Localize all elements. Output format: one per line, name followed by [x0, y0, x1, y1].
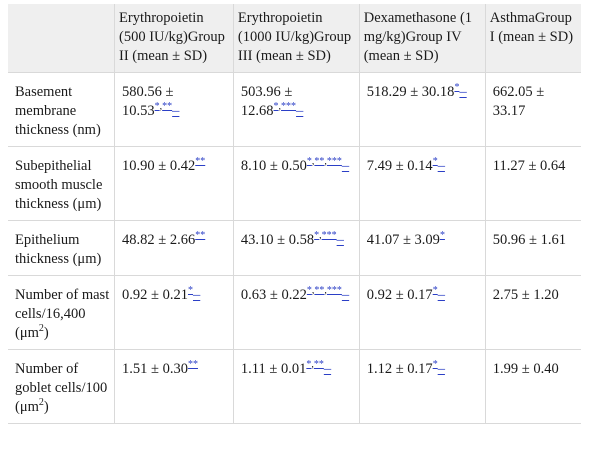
footnote-dash: – — [323, 361, 332, 377]
footnote-link[interactable]: * — [454, 82, 460, 94]
data-cell — [359, 350, 485, 424]
table-body — [8, 73, 581, 424]
footnote-dash: – — [437, 287, 445, 303]
footnote-link[interactable]: * — [432, 156, 438, 168]
cell-value: 0.92 ± 0.21 — [122, 287, 188, 303]
data-cell — [233, 147, 359, 221]
cell-value: 8.10 ± 0.50 — [240, 158, 307, 174]
data-cell — [233, 221, 359, 276]
header-cell-epo-500: Erythropoietin (500 IU/kg)Group II (mean ± SD) — [115, 4, 234, 73]
data-cell — [485, 147, 581, 221]
data-cell — [485, 350, 581, 424]
footnote-link[interactable]: *** — [326, 285, 342, 297]
footnote-separator: , — [311, 156, 315, 168]
footnote-link[interactable]: * — [306, 359, 312, 371]
footnote-separator: , — [324, 285, 327, 297]
row-label-end: ) — [43, 325, 49, 341]
footnote-link[interactable]: *** — [326, 156, 342, 168]
footnote-link[interactable]: *** — [321, 230, 337, 242]
cell-value: 1.11 ± 0.01 — [240, 361, 307, 377]
row-label — [8, 221, 115, 276]
header-cell-epo-1000: Erythropoietin (1000 IU/kg)Group III (mean ± SD) — [233, 4, 359, 73]
footnote-dash: – — [341, 287, 350, 303]
footnote-link[interactable]: ** — [162, 101, 173, 113]
table-row — [8, 147, 581, 221]
footnote-link[interactable]: * — [439, 230, 445, 242]
footnote-link[interactable]: ** — [314, 285, 325, 297]
footnote-dash: – — [336, 232, 344, 248]
data-cell — [485, 221, 581, 276]
cell-value: 518.29 ± 30.18 — [366, 84, 455, 100]
footnote-link[interactable]: * — [306, 156, 312, 168]
cell-value: 43.10 ± 0.58 — [240, 232, 315, 248]
row-label-text: Number of goblet cells/100 (μm — [15, 361, 108, 415]
row-label — [8, 147, 115, 221]
footnote-link[interactable]: ** — [313, 359, 324, 371]
data-cell — [233, 350, 359, 424]
footnote-link[interactable]: * — [306, 285, 312, 297]
table-header — [8, 4, 581, 73]
data-cell — [115, 221, 234, 276]
row-label-text: Basement membrane thickness (nm) — [15, 84, 101, 138]
footnote-dash: – — [192, 287, 201, 303]
row-label-text: Number of mast cells/16,400 (μm — [15, 287, 110, 341]
cell-value: 48.82 ± 2.66 — [122, 232, 196, 248]
footnote-dash: – — [296, 103, 304, 119]
footnote-separator: , — [278, 101, 282, 113]
footnote-link[interactable]: * — [432, 359, 438, 371]
footnote-link[interactable]: * — [432, 285, 438, 297]
footnote-link[interactable]: *** — [281, 101, 297, 113]
footnote-dash: – — [437, 361, 445, 377]
cell-value: 11.27 ± 0.64 — [492, 158, 566, 174]
data-cell — [485, 276, 581, 350]
footnote-dash: – — [459, 84, 467, 100]
footnote-link[interactable]: ** — [187, 359, 198, 371]
footnote-dash: – — [341, 158, 350, 174]
footnote-link[interactable]: * — [154, 101, 160, 113]
table-row — [8, 350, 581, 424]
footnote-link[interactable]: * — [187, 285, 193, 297]
footnote-separator: , — [311, 285, 315, 297]
cell-value: 580.56 ± 10.53 — [122, 84, 174, 119]
data-cell — [115, 350, 234, 424]
cell-value: 50.96 ± 1.61 — [492, 232, 566, 248]
row-label-text: Epithelium thickness (μm) — [15, 232, 102, 267]
cell-value: 503.96 ± 12.68 — [240, 84, 293, 119]
footnote-separator: , — [311, 359, 314, 371]
data-cell — [359, 276, 485, 350]
cell-value: 41.07 ± 3.09 — [366, 232, 440, 248]
footnote-dash: – — [437, 158, 445, 174]
data-cell — [233, 73, 359, 147]
cell-value: 2.75 ± 1.20 — [492, 287, 559, 303]
unit-superscript: 2 — [38, 397, 44, 409]
row-label-end: ) — [43, 399, 49, 415]
cell-value: 0.63 ± 0.22 — [240, 287, 307, 303]
data-cell — [359, 73, 485, 147]
data-cell — [233, 276, 359, 350]
data-cell — [115, 276, 234, 350]
footnote-separator: , — [319, 230, 322, 242]
cell-value: 10.90 ± 0.42 — [122, 158, 196, 174]
data-cell — [115, 147, 234, 221]
cell-value: 7.49 ± 0.14 — [366, 158, 433, 174]
footnote-link[interactable]: ** — [195, 230, 206, 242]
table-row — [8, 276, 581, 350]
footnote-link[interactable]: ** — [195, 156, 206, 168]
footnote-link[interactable]: * — [314, 230, 320, 242]
row-label-text: Subepithelial smooth muscle thickness (μm) — [15, 158, 103, 212]
data-cell — [485, 73, 581, 147]
unit-superscript: 2 — [38, 323, 44, 335]
footnote-dash: – — [172, 103, 180, 119]
header-cell-blank — [8, 4, 115, 73]
cell-value: 1.12 ± 0.17 — [366, 361, 433, 377]
row-label — [8, 350, 115, 424]
data-cell — [359, 221, 485, 276]
header-cell-asthma: AsthmaGroup I (mean ± SD) — [485, 4, 581, 73]
cell-value: 0.92 ± 0.17 — [366, 287, 433, 303]
results-table — [8, 4, 581, 424]
footnote-separator: , — [159, 101, 163, 113]
table-row — [8, 221, 581, 276]
row-label — [8, 276, 115, 350]
footnote-link[interactable]: ** — [314, 156, 325, 168]
row-label — [8, 73, 115, 147]
data-cell — [115, 73, 234, 147]
cell-value: 662.05 ± 33.17 — [492, 84, 545, 119]
cell-value: 1.99 ± 0.40 — [492, 361, 559, 377]
data-cell — [359, 147, 485, 221]
table-row — [8, 73, 581, 147]
footnote-separator: , — [324, 156, 327, 168]
cell-value: 1.51 ± 0.30 — [122, 361, 188, 377]
header-cell-dexamethasone: Dexamethasone (1 mg/kg)Group IV (mean ± SD) — [359, 4, 485, 73]
header-row — [8, 4, 581, 73]
footnote-link[interactable]: * — [273, 101, 279, 113]
